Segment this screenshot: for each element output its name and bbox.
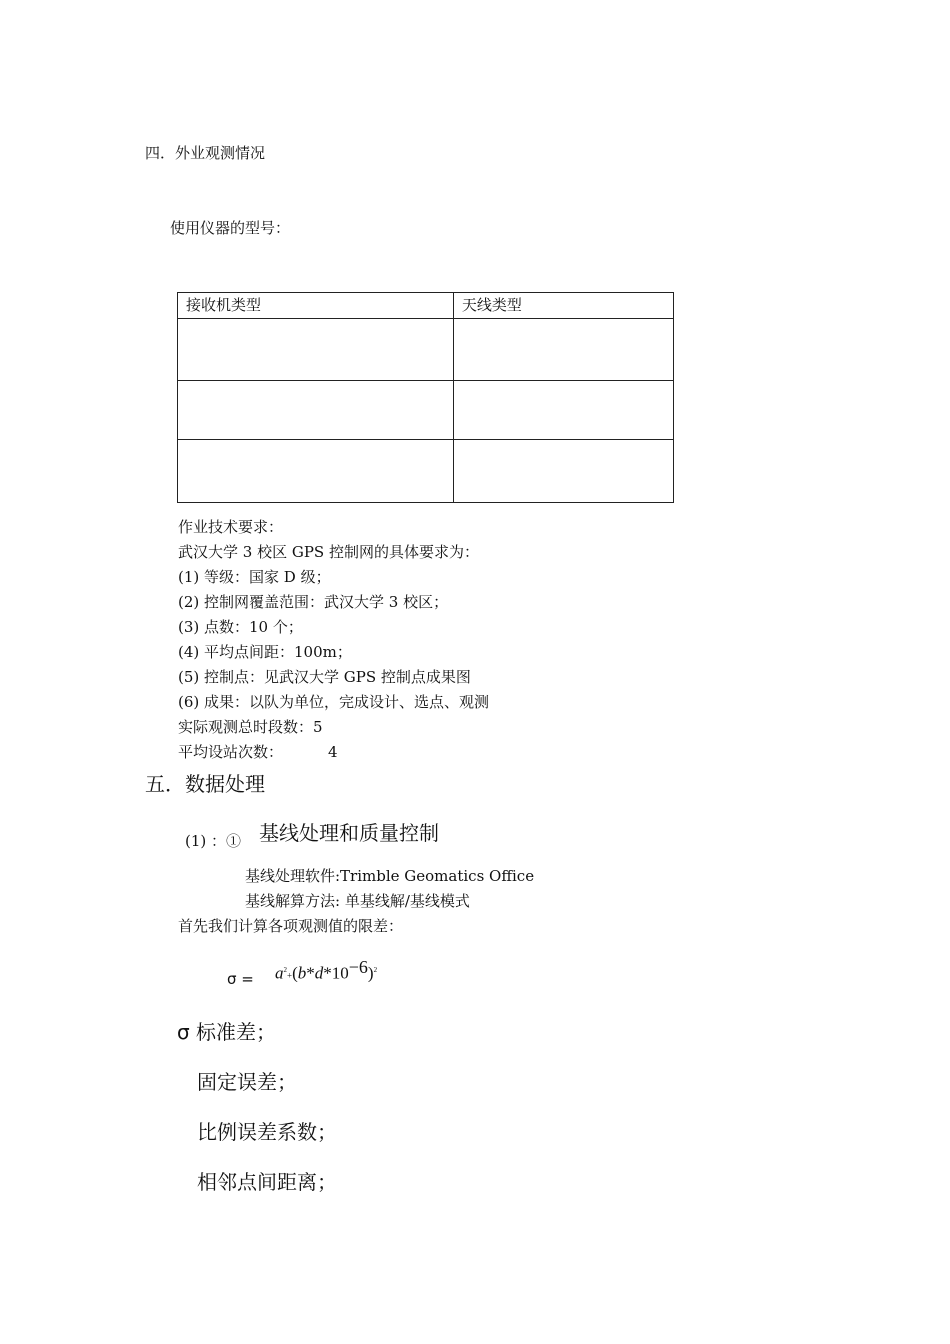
formula-b: b xyxy=(297,963,307,983)
equipment-table xyxy=(177,292,674,503)
table-cell xyxy=(178,319,454,381)
requirements-intro: 武汉大学 3 校区 GPS 控制网的具体要求为： xyxy=(178,543,479,561)
table-row xyxy=(178,381,674,440)
requirement-item: (3) 点数：10 个； xyxy=(178,618,303,636)
table-row xyxy=(178,440,674,503)
formula-rhs xyxy=(275,956,378,986)
table-header-row xyxy=(178,293,674,319)
subsection-number: (1) ：① xyxy=(185,832,242,850)
requirements-heading: 作业技术要求： xyxy=(178,518,284,536)
table-cell xyxy=(453,440,673,503)
avg-setups-value: 4 xyxy=(328,743,338,761)
formula-d: d xyxy=(314,963,324,983)
formula-star: * xyxy=(323,963,332,983)
formula-plus: + xyxy=(287,970,293,981)
formula-star: * xyxy=(306,963,315,983)
subsection-title: 基线处理和质量控制 xyxy=(259,821,439,845)
requirement-item: (5) 控制点：见武汉大学 GPS 控制点成果图 xyxy=(178,668,471,686)
formula-exponent: −6 xyxy=(348,956,368,977)
requirement-item: (4) 平均点间距：100m； xyxy=(178,643,352,661)
limit-intro-line: 首先我们计算各项观测值的限差： xyxy=(178,917,404,935)
section-5-heading: 五．数据处理 xyxy=(145,772,265,796)
formula-close-paren: ) xyxy=(367,963,374,983)
formula-base: 10 xyxy=(331,963,349,983)
antenna-type-header: 天线类型 xyxy=(453,293,673,319)
formula-open-paren: ( xyxy=(292,963,298,983)
table-cell xyxy=(178,440,454,503)
formula-outer-exponent: 2 xyxy=(373,966,378,974)
section-4-heading: 四．外业观测情况 xyxy=(145,144,266,162)
requirement-item: (2) 控制网覆盖范围：武汉大学 3 校区； xyxy=(178,593,449,611)
formula-a: a xyxy=(275,963,284,983)
definition-point-distance: 相邻点间距离； xyxy=(197,1170,337,1194)
table-cell xyxy=(453,319,673,381)
definition-sigma: σ 标准差； xyxy=(177,1020,277,1044)
instrument-label: 使用仪器的型号： xyxy=(170,219,291,237)
total-sessions-line: 实际观测总时段数：5 xyxy=(178,718,323,736)
requirement-item: (1) 等级：国家 D 级； xyxy=(178,568,331,586)
definition-proportional-error: 比例误差系数； xyxy=(197,1120,337,1144)
avg-setups-label: 平均设站次数： xyxy=(178,743,284,761)
receiver-type-header: 接收机类型 xyxy=(178,293,454,319)
table-cell xyxy=(453,381,673,440)
formula-a-exponent: 2 xyxy=(283,966,287,974)
table-row xyxy=(178,319,674,381)
formula-lhs: σ = xyxy=(227,970,254,988)
definition-fixed-error: 固定误差； xyxy=(197,1070,297,1094)
software-line: 基线处理软件:Trimble Geomatics Office xyxy=(245,867,535,885)
requirement-item: (6) 成果：以队为单位，完成设计、选点、观测 xyxy=(178,693,490,711)
table-cell xyxy=(178,381,454,440)
method-line: 基线解算方法: 单基线解/基线模式 xyxy=(245,892,470,910)
